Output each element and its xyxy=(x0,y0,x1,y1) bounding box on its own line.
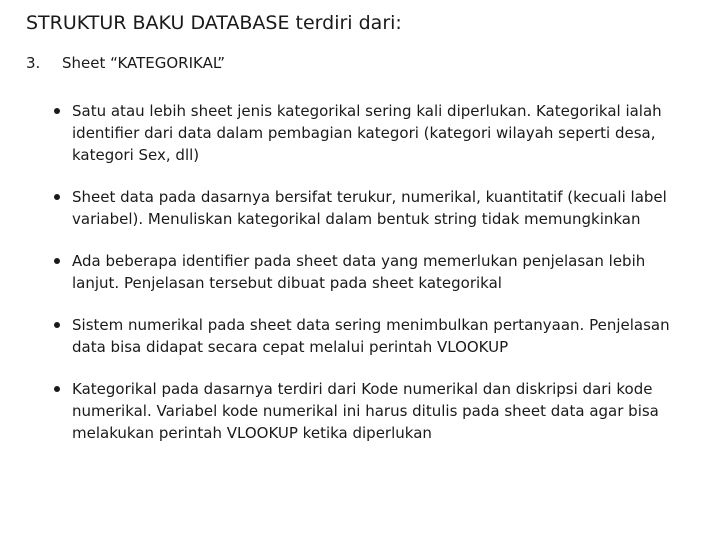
bullet-item xyxy=(52,378,692,444)
bullet-dot-icon xyxy=(54,386,60,392)
bullet-text: Satu atau lebih sheet jenis kategorikal sering kali diperlukan. Kategorikal ialah identifier dari data dalam pembagian kategori (kategori wilayah seperti desa, kategori Sex, dll) xyxy=(72,102,662,164)
item-number: 3. xyxy=(26,54,41,72)
bullet-dot-icon xyxy=(54,194,60,200)
bullet-item xyxy=(52,250,692,294)
bullet-text: Ada beberapa identifier pada sheet data yang memerlukan penjelasan lebih lanjut. Penjelasan tersebut dibuat pada sheet kategorikal xyxy=(72,252,646,292)
bullet-list xyxy=(52,100,692,464)
bullet-item xyxy=(52,100,692,166)
bullet-text: Sistem numerikal pada sheet data sering menimbulkan pertanyaan. Penjelasan data bisa didapat secara cepat melalui perintah VLOOKUP xyxy=(72,316,670,356)
slide-title: STRUKTUR BAKU DATABASE terdiri dari: xyxy=(26,12,402,34)
numbered-item xyxy=(26,54,225,72)
bullet-item xyxy=(52,314,692,358)
bullet-dot-icon xyxy=(54,258,60,264)
bullet-text: Sheet data pada dasarnya bersifat terukur, numerikal, kuantitatif (kecuali label variabel). Menuliskan kategorikal dalam bentuk string tidak memungkinkan xyxy=(72,188,667,228)
bullet-text: Kategorikal pada dasarnya terdiri dari Kode numerikal dan diskripsi dari kode numerikal. Variabel kode numerikal ini harus ditulis pada sheet data agar bisa melakukan perintah VLOOKUP ketika diperlukan xyxy=(72,380,659,442)
bullet-dot-icon xyxy=(54,322,60,328)
bullet-dot-icon xyxy=(54,108,60,114)
item-text: Sheet “KATEGORIKAL” xyxy=(62,54,226,72)
bullet-item xyxy=(52,186,692,230)
